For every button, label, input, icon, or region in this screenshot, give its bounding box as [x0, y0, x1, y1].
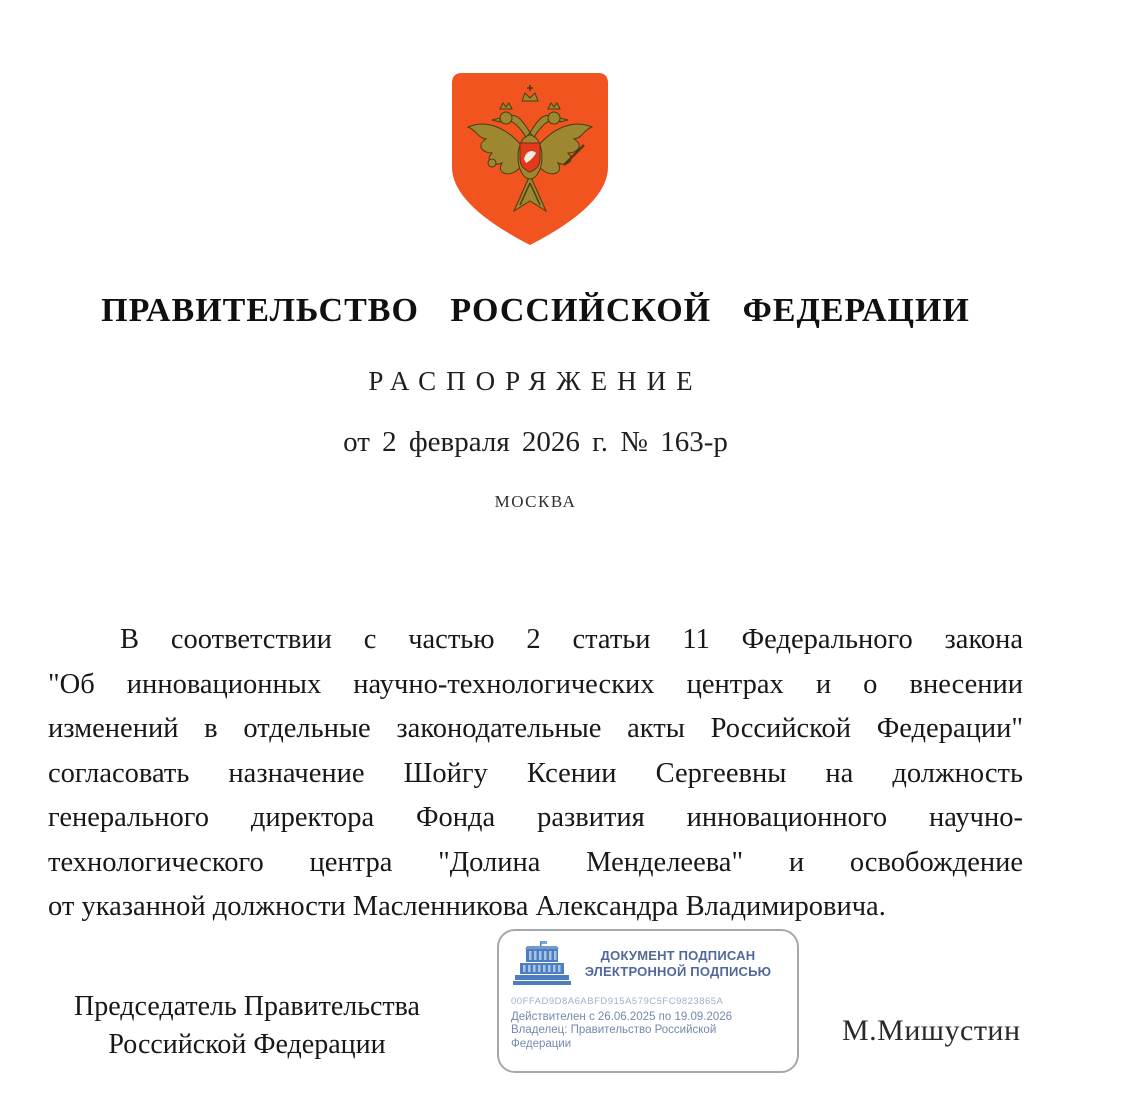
page-title: ПРАВИТЕЛЬСТВО РОССИЙСКОЙ ФЕДЕРАЦИИ: [101, 292, 970, 329]
esign-stamp-header-row: [511, 940, 783, 988]
government-building-icon: [511, 940, 573, 988]
stamp-owner-line2: Федерации: [511, 1038, 572, 1050]
coat-of-arms-russia-icon: [448, 70, 612, 250]
doc-type-heading: РАСПОРЯЖЕНИЕ: [368, 366, 703, 396]
body-paragraph: [48, 618, 1023, 930]
stamp-owner-line1: Владелец: Правительство Российской: [511, 1024, 717, 1036]
stamp-header: [573, 948, 783, 980]
stamp-owner: [511, 1023, 783, 1051]
body-line: от указанной должности Масленникова Александра Владимировича.: [48, 891, 886, 922]
date-line: от 2 февраля 2026 г. № 163-р: [343, 426, 728, 458]
signature-position-line1: Председатель Правительства: [74, 991, 420, 1022]
body-line: В соответствии с частью 2 статьи 11 Федерального закона: [120, 624, 1023, 655]
stamp-header-line1: ДОКУМЕНТ ПОДПИСАН: [600, 948, 756, 963]
stamp-validity: Действителен с 26.06.2025 по 19.09.2026: [511, 1011, 733, 1023]
signature-name: М.Мишустин: [842, 1014, 1021, 1047]
stamp-header-line2: ЭЛЕКТРОННОЙ ПОДПИСЬЮ: [584, 964, 772, 979]
stamp-certificate: 00FFAD9D8A6ABFD915A579C5FC9823865A: [511, 996, 724, 1007]
body-line: согласовать назначение Шойгу Ксении Сергеевны на должность: [48, 757, 1023, 789]
signature-position-line2: Российской Федерации: [108, 1029, 386, 1060]
esign-stamp: [497, 929, 799, 1073]
body-line: "Об инновационных научно-технологических центрах и о внесении: [48, 668, 1023, 700]
city-label: МОСКВА: [494, 492, 577, 511]
signature-position: [48, 988, 446, 1064]
body-line: изменений в отдельные законодательные акты Российской Федерации": [48, 713, 1023, 744]
body-line: генерального директора Фонда развития инновационного научно-: [48, 802, 1023, 833]
body-line: технологического центра "Долина Менделеева" и освобождение: [48, 846, 1023, 878]
